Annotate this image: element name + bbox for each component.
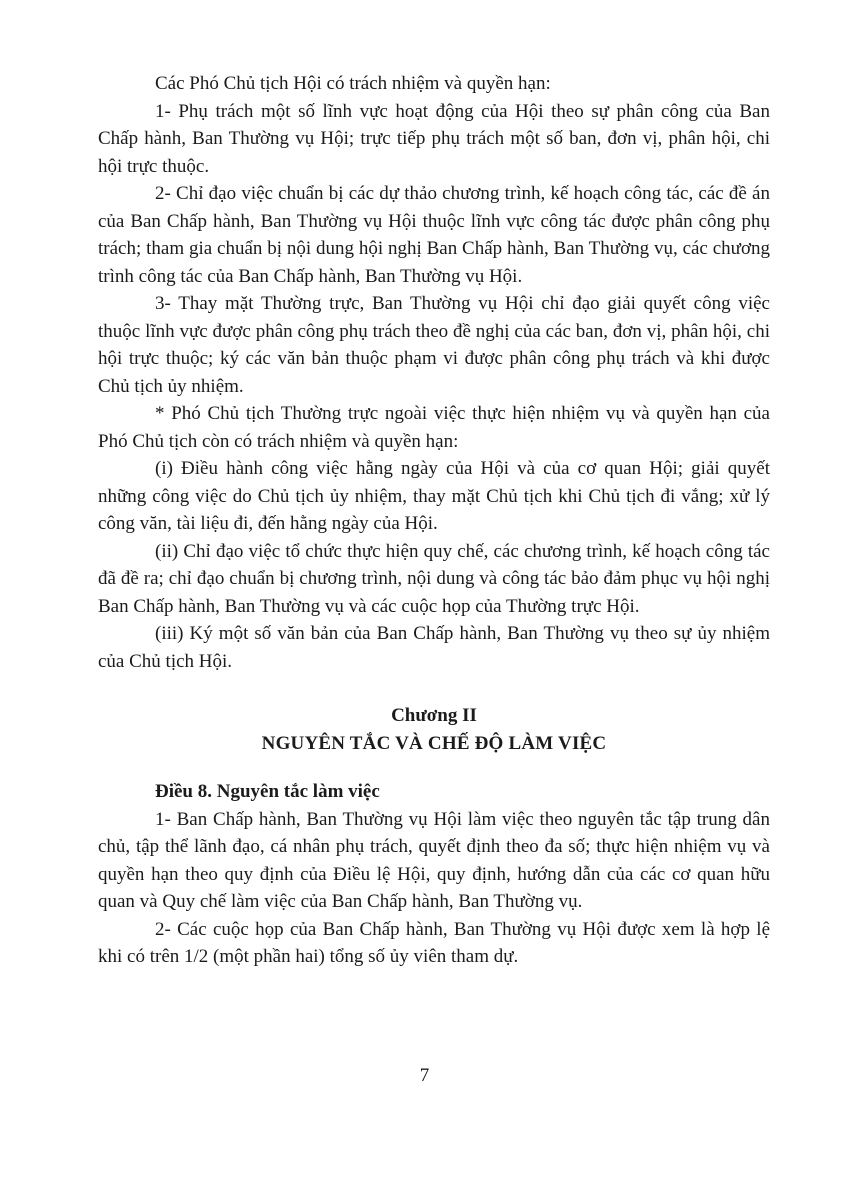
paragraph-intro: Các Phó Chủ tịch Hội có trách nhiệm và quyền hạn:	[155, 73, 551, 94]
paragraph-article8-1: 1- Ban Chấp hành, Ban Thường vụ Hội làm việc theo nguyên tắc tập trung dân chủ, tập thể lãnh đạo, cá nhân phụ trách, quyết định theo đa số; thực hiện nhiệm vụ và quyền hạn theo quy định của Điều lệ Hội, quy định, hướng dẫn của các cơ quan hữu quan và Quy chế làm việc của Ban Chấp hành, Ban Thường vụ.	[98, 808, 770, 912]
paragraph-vice-chair-note: * Phó Chủ tịch Thường trực ngoài việc thực hiện nhiệm vụ và quyền hạn của Phó Chủ tịch còn có trách nhiệm và quyền hạn:	[98, 403, 770, 452]
document-body	[98, 70, 770, 971]
article-heading: Điều 8. Nguyên tắc làm việc	[155, 781, 380, 802]
chapter-label: Chương II	[391, 705, 477, 726]
paragraph-article8-2: 2- Các cuộc họp của Ban Chấp hành, Ban Thường vụ Hội được xem là hợp lệ khi có trên 1/2 (một phần hai) tổng số ủy viên tham dự.	[98, 918, 770, 967]
chapter-heading	[98, 702, 770, 757]
paragraph-duty-1: 1- Phụ trách một số lĩnh vực hoạt động của Hội theo sự phân công của Ban Chấp hành, Ban Thường vụ Hội; trực tiếp phụ trách một số ban, đơn vị, phân hội, chi hội trực thuộc.	[98, 100, 770, 177]
paragraph-item-ii: (ii) Chỉ đạo việc tổ chức thực hiện quy chế, các chương trình, kế hoạch công tác đã đề ra; chỉ đạo chuẩn bị chương trình, nội dung và công tác bảo đảm phục vụ hội nghị Ban Chấp hành, Ban Thường vụ và các cuộc họp của Thường trực Hội.	[98, 540, 770, 617]
paragraph-item-iii: (iii) Ký một số văn bản của Ban Chấp hành, Ban Thường vụ theo sự ủy nhiệm của Chủ tịch Hội.	[98, 623, 770, 672]
paragraph-item-i: (i) Điều hành công việc hằng ngày của Hội và của cơ quan Hội; giải quyết những công việc do Chủ tịch ủy nhiệm, thay mặt Chủ tịch khi Chủ tịch đi vắng; xử lý công văn, tài liệu đi, đến hằng ngày của Hội.	[98, 458, 770, 534]
paragraph-duty-2: 2- Chỉ đạo việc chuẩn bị các dự thảo chương trình, kế hoạch công tác, các đề án của Ban Chấp hành, Ban Thường vụ Hội thuộc lĩnh vực công tác được phân công phụ trách; tham gia chuẩn bị nội dung hội nghị Ban Chấp hành, Ban Thường vụ, các chương trình công tác của Ban Chấp hành, Ban Thường vụ Hội.	[98, 183, 770, 287]
chapter-title: NGUYÊN TẮC VÀ CHẾ ĐỘ LÀM VIỆC	[261, 732, 607, 754]
paragraph-duty-3: 3- Thay mặt Thường trực, Ban Thường vụ Hội chỉ đạo giải quyết công việc thuộc lĩnh vực được phân công phụ trách theo đề nghị của các ban, đơn vị, phân hội, chi hội trực thuộc; ký các văn bản thuộc phạm vi được phân công phụ trách và khi được Chủ tịch ủy nhiệm.	[98, 293, 770, 397]
page-number: 7	[419, 1065, 430, 1086]
